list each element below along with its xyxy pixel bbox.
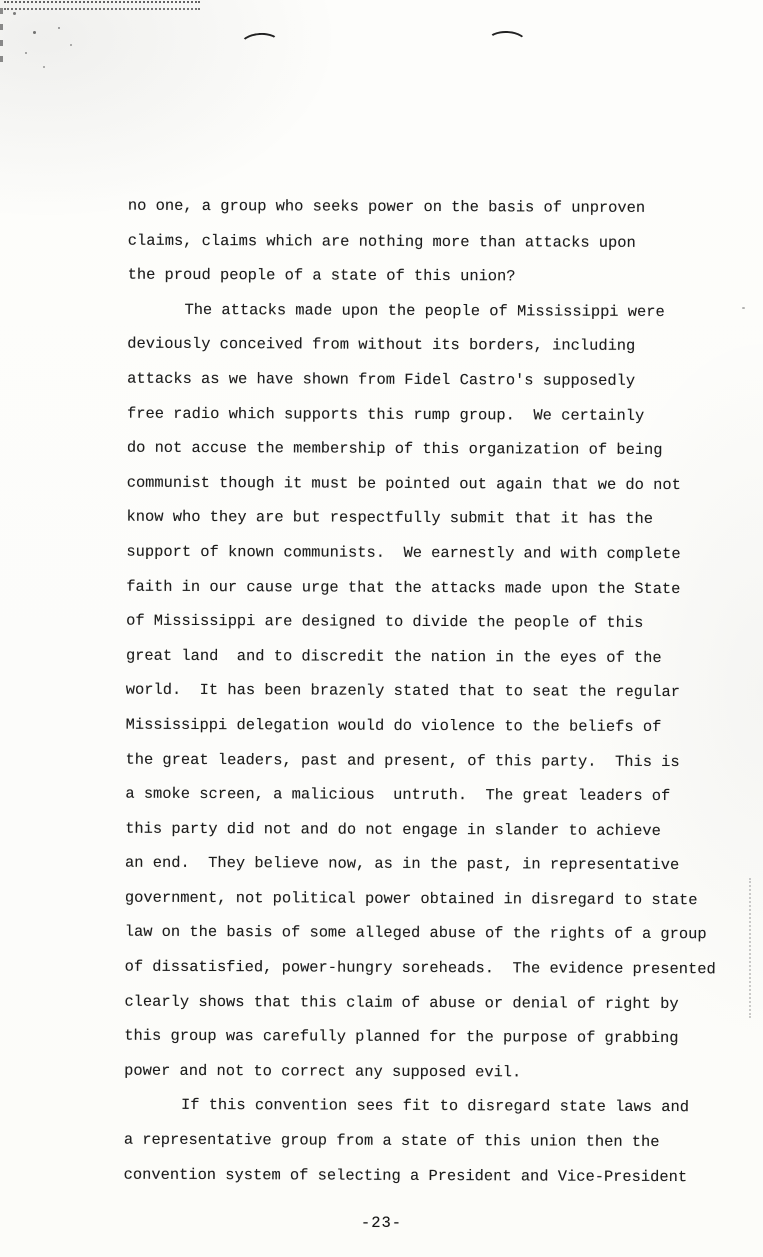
text-line: attacks as we have shown from Fidel Castro's supposedly xyxy=(127,369,636,390)
scan-artifact-arc-left xyxy=(239,32,280,57)
text-line: of Mississippi are designed to divide the people of this xyxy=(126,611,644,633)
text-line: law on the basis of some alleged abuse of the rights of a group xyxy=(124,923,707,944)
text-line: claims, claims which are nothing more than attacks upon xyxy=(127,231,636,252)
text-line: the proud people of a state of this union? xyxy=(127,265,516,286)
scan-speck xyxy=(25,52,27,54)
text-line: this group was carefully planned for the purpose of grabbing xyxy=(124,1026,679,1048)
scan-artifact-arc-right xyxy=(486,30,527,54)
scan-artifact-dotted-line xyxy=(4,1,200,10)
page-number: -23- xyxy=(360,1214,403,1232)
scan-artifact-edge-marks xyxy=(0,8,3,72)
scan-speck xyxy=(43,66,45,68)
text-line: convention system of selecting a President and Vice-President xyxy=(123,1165,688,1186)
text-line: a representative group from a state of this union then the xyxy=(123,1130,660,1152)
text-line: no one, a group who seeks power on the basis of unproven xyxy=(127,196,646,217)
text-line: Mississippi delegation would do violence to the beliefs of xyxy=(125,715,662,736)
text-line: If this convention sees fit to disregard state laws and xyxy=(180,1096,690,1117)
text-line: clearly shows that this claim of abuse or denial of right by xyxy=(124,992,679,1013)
scan-speck xyxy=(70,44,72,46)
text-line: free radio which supports this rump group. We certainly xyxy=(126,404,645,425)
text-line: do not accuse the membership of this organization of being xyxy=(126,438,663,460)
scan-speck xyxy=(33,31,36,34)
text-line: The attacks made upon the people of Mississippi were xyxy=(184,300,665,321)
scan-speck xyxy=(58,27,60,29)
text-block xyxy=(124,189,740,1195)
text-line: the great leaders, past and present, of this party. This is xyxy=(125,750,680,771)
text-line: deviously conceived from without its borders, including xyxy=(127,335,636,356)
scan-speck xyxy=(742,307,745,309)
text-line: faith in our cause urge that the attacks made upon the State xyxy=(126,577,681,598)
text-line: know who they are but respectfully submit that it has the xyxy=(126,508,654,529)
text-line: great land and to discredit the nation in the eyes of the xyxy=(125,646,662,667)
scan-artifact-right-dots xyxy=(749,878,751,1018)
text-line: communist though it must be pointed out again that we do not xyxy=(126,473,681,494)
text-line: this party did not and do not engage in slander to achieve xyxy=(125,819,661,840)
text-line: power and not to correct any supposed evil. xyxy=(124,1061,522,1082)
scan-speck xyxy=(13,12,16,15)
text-line: world. It has been brazenly stated that to seat the regular xyxy=(125,680,681,702)
text-line: of dissatisfied, power-hungry soreheads. The evidence presented xyxy=(124,957,716,979)
text-line: government, not political power obtained in disregard to state xyxy=(124,888,698,910)
text-line: a smoke screen, a malicious untruth. The great leaders of xyxy=(125,784,671,806)
text-line: an end. They believe now, as in the past, in representative xyxy=(125,853,680,875)
text-line: support of known communists. We earnestly and with complete xyxy=(126,542,681,564)
